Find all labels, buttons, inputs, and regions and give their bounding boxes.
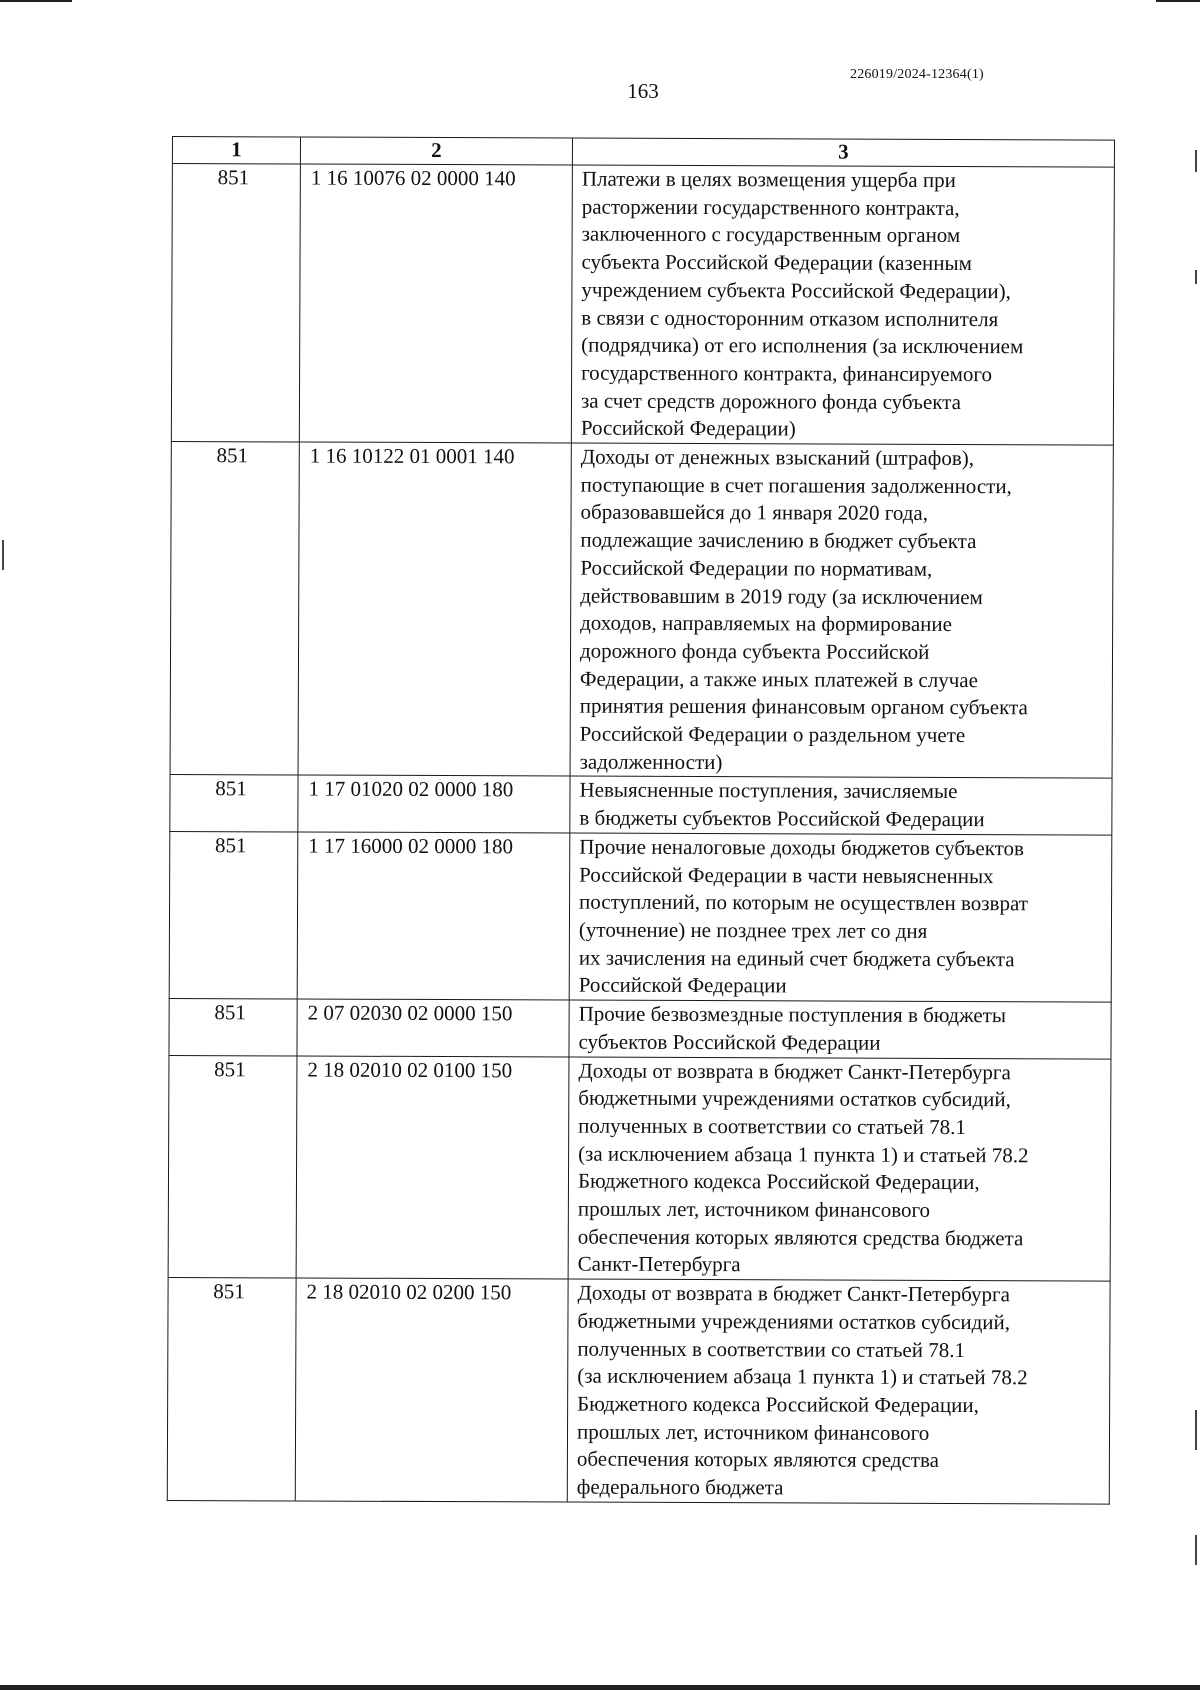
income-codes-table (167, 136, 1115, 1504)
table-row (170, 775, 1112, 835)
description-line: дорожного фонда субъекта Российской (579, 638, 930, 664)
column-header-3: 3 (572, 138, 1114, 167)
description-line: полученных в соответствии со статьей 78.1 (578, 1113, 966, 1139)
table-row (171, 164, 1114, 446)
table-row (170, 442, 1113, 779)
scan-edge-top-right (1156, 0, 1200, 2)
scan-edge-top (0, 0, 72, 2)
income-codes-table-wrap (167, 136, 1114, 1504)
description-line: Бюджетного кодекса Российской Федерации, (577, 1168, 980, 1195)
description-line: в бюджеты субъектов Российской Федерации (579, 805, 985, 832)
description-line: образовавшейся до 1 января 2020 года, (580, 500, 929, 526)
description-line: задолженности) (579, 749, 723, 774)
table-row (169, 831, 1112, 1002)
income-code-cell: 1 16 10076 02 0000 140 (299, 164, 572, 443)
scan-mark (1195, 270, 1197, 284)
description-line: Российской Федерации по нормативам, (580, 555, 933, 581)
description-line: действовавшим в 2019 году (за исключением (580, 583, 983, 609)
description-line: (за исключением абзаца 1 пункта 1) и статьей 78.2 (578, 1141, 1029, 1167)
table-header-row (172, 137, 1114, 168)
income-code-cell: 1 17 16000 02 0000 180 (297, 832, 570, 1000)
admin-code-cell: 851 (170, 775, 298, 832)
description-line: учреждением субъекта Российской Федерации), (581, 277, 1011, 304)
description-cell (569, 1000, 1111, 1058)
description-line: их зачисления на единый счет бюджета субъекта (578, 945, 1015, 971)
description-line: обеспечения которых являются средства бюджета (577, 1224, 1024, 1250)
admin-code-cell: 851 (171, 164, 300, 443)
description-line: бюджетными учреждениями остатков субсидий, (578, 1085, 1011, 1112)
scan-mark (1195, 1410, 1197, 1450)
description-cell (568, 1057, 1111, 1282)
table-row (169, 999, 1111, 1059)
description-line: Платежи в целях возмещения ущерба при (581, 166, 956, 193)
description-line: (уточнение) не позднее трех лет со дня (578, 917, 928, 943)
income-code-cell: 2 18 02010 02 0200 150 (295, 1278, 568, 1502)
description-line: Прочие безвозмездные поступления в бюджеты (578, 1001, 1007, 1028)
admin-code-cell: 851 (167, 1278, 296, 1501)
description-line: прошлых лет, источником финансового (577, 1196, 931, 1222)
column-header-2: 2 (300, 137, 572, 165)
description-line: (подрядчика) от его исполнения (за исключением (581, 332, 1024, 359)
description-line: (за исключением абзаца 1 пункта 1) и статьей 78.2 (577, 1363, 1028, 1390)
admin-code-cell: 851 (169, 831, 298, 999)
table-row (167, 1278, 1110, 1504)
description-line: государственного контракта, финансируемого (581, 360, 993, 387)
description-line: Доходы от денежных взысканий (штрафов), (580, 444, 975, 471)
description-line: принятия решения финансовым органом субъекта (579, 693, 1028, 720)
table-row (168, 1055, 1111, 1281)
description-line: за счет средств дорожного фонда субъекта (580, 388, 961, 414)
scan-mark (1195, 150, 1197, 172)
description-line: субъекта Российской Федерации (казенным (581, 249, 972, 276)
admin-code-cell: 851 (169, 999, 297, 1056)
description-line: Санкт-Петербурга (577, 1251, 741, 1277)
description-line: Доходы от возврата в бюджет Санкт-Петербурга (577, 1280, 1011, 1307)
description-line: Прочие неналоговые доходы бюджетов субъектов (579, 834, 1025, 861)
page-number: 163 (627, 79, 659, 103)
description-cell (567, 1279, 1110, 1504)
description-line: в связи с односторонним отказом исполнителя (581, 305, 999, 331)
description-line: бюджетными учреждениями остатков субсидий, (577, 1308, 1011, 1335)
description-line: заключенного с государственным органом (581, 221, 961, 248)
scan-mark (2, 540, 4, 570)
description-line: Российской Федерации о раздельном учете (579, 721, 966, 748)
description-line: Российской Федерации (578, 972, 787, 998)
description-line: Бюджетного кодекса Российской Федерации, (577, 1391, 979, 1418)
income-code-cell: 1 16 10122 01 0001 140 (298, 442, 571, 776)
income-code-cell: 2 07 02030 02 0000 150 (297, 999, 569, 1056)
income-code-cell: 1 17 01020 02 0000 180 (298, 775, 570, 832)
description-line: поступающие в счет погашения задолженности, (580, 472, 1012, 498)
description-line: доходов, направляемых на формирование (580, 610, 953, 637)
admin-code-cell: 851 (168, 1055, 297, 1278)
column-header-1: 1 (172, 137, 300, 164)
table-body (167, 164, 1114, 1504)
description-line: Невыясненные поступления, зачисляемые (579, 778, 958, 804)
description-cell (570, 777, 1112, 835)
description-line: обеспечения которых являются средства (576, 1446, 939, 1473)
admin-code-cell: 851 (170, 442, 299, 776)
description-cell (569, 833, 1112, 1002)
description-line: подлежащие зачислению в бюджет субъекта (580, 527, 977, 554)
description-line: Федерации, а также иных платежей в случае (579, 666, 979, 692)
description-line: Российской Федерации) (580, 415, 796, 441)
description-line: прошлых лет, источником финансового (576, 1419, 930, 1445)
description-line: полученных в соответствии со статьей 78.1 (577, 1336, 966, 1362)
scan-mark (1195, 1535, 1197, 1565)
description-cell (570, 443, 1113, 779)
scan-edge-bottom (0, 1685, 1200, 1690)
description-line: Российской Федерации в части невыясненных (579, 862, 994, 888)
document-id: 226019/2024-12364(1) (850, 67, 984, 82)
description-line: субъектов Российской Федерации (578, 1029, 881, 1055)
description-cell (571, 165, 1114, 445)
income-code-cell: 2 18 02010 02 0100 150 (296, 1055, 569, 1279)
description-line: Доходы от возврата в бюджет Санкт-Петербурга (578, 1058, 1011, 1084)
description-line: расторжении государственного контракта, (581, 194, 960, 220)
description-line: федерального бюджета (576, 1474, 784, 1500)
description-line: поступлений, по которым не осуществлен возврат (579, 889, 1028, 916)
